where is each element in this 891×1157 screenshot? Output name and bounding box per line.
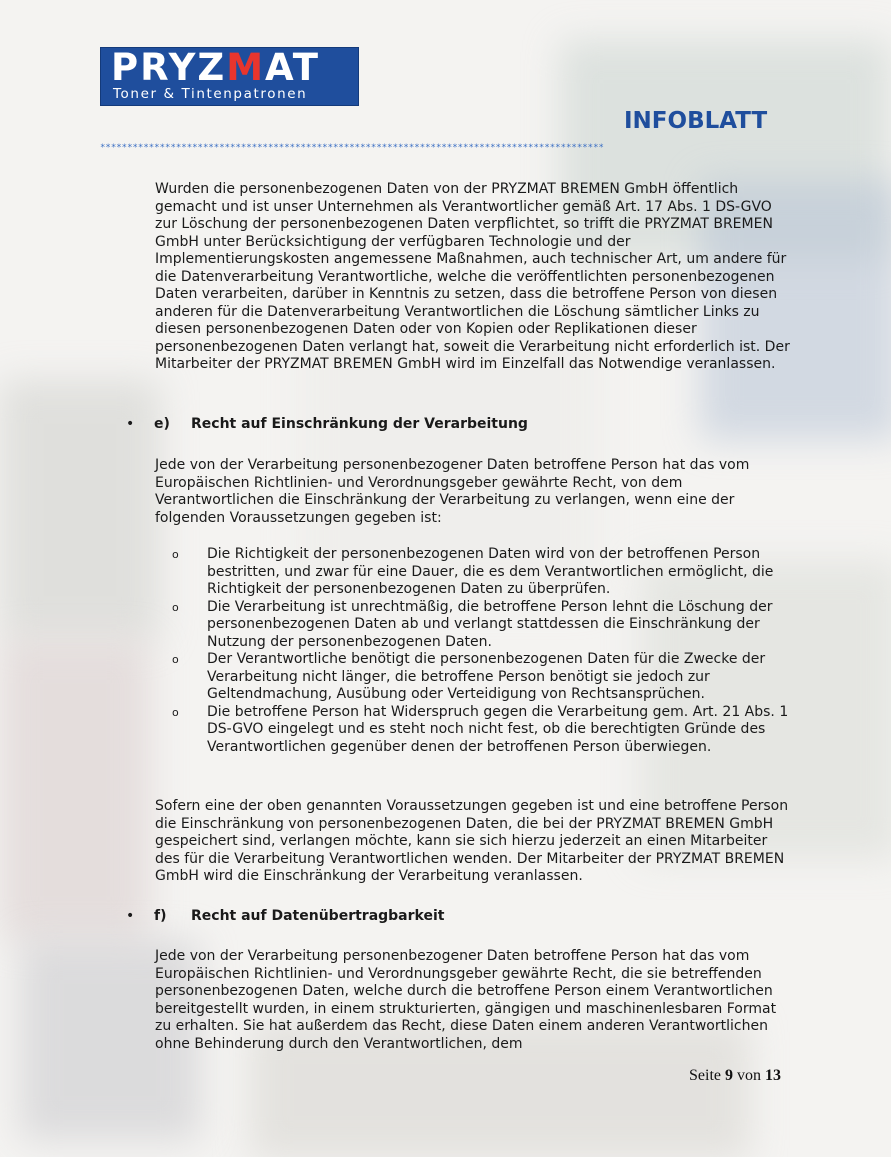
- document-title: INFOBLATT: [624, 108, 768, 134]
- paragraph-erasure-publication: Wurden die personenbezogenen Daten von der PRYZMAT BREMEN GmbH öffentlich gemacht und ist unser Unternehmen als Verantwortlicher gemäß Art. 17 Abs. 1 DS-GVO zur Löschung der personenbezogenen Daten verpflichtet, so trifft die PRYZMAT BREMEN GmbH unter Berücksichtigung der verfügbaren Technologie und der Implementierungskosten angemessene Maßnahmen, auch technischer Art, um andere für die Datenverarbeitung Verantwortliche, welche die veröffentlichten personenbezogenen Daten verarbeiten, darüber in Kenntnis zu setzen, dass die betroffene Person von diesen anderen für die Datenverarbeitung Verantwortlichen die Löschung sämtlicher Links zu diesen personenbezogenen Daten oder von Kopien oder Replikationen dieser personenbezogenen Daten verlangt hat, soweit die Verarbeitung nicht erforderlich ist. Der Mitarbeiter der PRYZMAT BREMEN GmbH wird im Einzelfall das Notwendige veranlassen.: [155, 181, 790, 372]
- paragraph-restriction-request: Sofern eine der oben genannten Voraussetzungen gegeben ist und eine betroffene Person die Einschränkung von personenbezogenen Daten, die bei der PRYZMAT BREMEN GmbH gespeichert sind, verlangen möchte, kann sie sich hierzu jederzeit an einen Mitarbeiter des für die Verarbeitung Verantwortlichen wenden. Der Mitarbeiter der PRYZMAT BREMEN GmbH wird die Einschränkung der Verarbeitung veranlassen.: [155, 798, 789, 884]
- section-title: Recht auf Einschränkung der Verarbeitung: [191, 416, 528, 432]
- list-item: o Die betroffene Person hat Widerspruch gegen die Verarbeitung gem. Art. 21 Abs. 1 DS-GVO eingelegt und es steht noch nicht fest, ob die berechtigten Gründe des Verantwortlichen gegenüber denen der betroffenen Person überwiegen.: [172, 703, 789, 755]
- page-number: Seite 9 von 13: [689, 1067, 781, 1084]
- section-letter: f): [154, 908, 167, 924]
- circle-bullet-icon: o: [172, 653, 179, 666]
- circle-bullet-icon: o: [172, 548, 179, 561]
- circle-bullet-icon: o: [172, 705, 179, 719]
- brand-logo: [100, 47, 359, 106]
- circle-bullet-icon: o: [172, 600, 179, 614]
- paragraph-data-portability: Jede von der Verarbeitung personenbezogener Daten betroffene Person hat das vom Europäischen Richtlinien- und Verordnungsgeber gewährte Recht, die sie betreffenden personenbezogenen Daten, welche durch die betroffene Person einem Verantwortlichen bereitgestellt wurden, in einem strukturierten, gängigen und maschinenlesbaren Format zu erhalten. Sie hat außerdem das Recht, diese Daten einem anderen Verantwortlichen ohne Behinderung durch den Verantwortlichen, dem: [155, 948, 777, 1052]
- section-letter: e): [154, 416, 170, 432]
- section-heading-f: [126, 908, 444, 925]
- logo-wordmark: PRYZMAT: [111, 46, 321, 89]
- section-title: Recht auf Datenübertragbarkeit: [191, 908, 445, 924]
- paragraph-restriction-intro: Jede von der Verarbeitung personenbezogener Daten betroffene Person hat das vom Europäischen Richtlinien- und Verordnungsgeber gewährte Recht, von dem Verantwortlichen die Einschränkung der Verarbeitung zu verlangen, wenn eine der folgenden Voraussetzungen gegeben ist:: [155, 457, 750, 526]
- list-item: o Die Richtigkeit der personenbezogenen Daten wird von der betroffenen Person bestritten, und zwar für eine Dauer, die es dem Verantwortlichen ermöglicht, die Richtigkeit der personenbezogenen Daten zu überprüfen.: [172, 546, 774, 597]
- header-divider: *********************************************************************************************: [100, 143, 604, 153]
- logo-subtitle: Toner & Tintenpatronen: [113, 86, 308, 102]
- restriction-conditions-list: [172, 546, 798, 756]
- list-item: o Der Verantwortliche benötigt die personenbezogenen Daten für die Zwecke der Verarbeitung nicht länger, die betroffene Person benötigt sie jedoch zur Geltendmachung, Ausübung oder Verteidigung von Rechtsansprüchen.: [172, 651, 766, 702]
- bullet-icon: •: [126, 908, 135, 924]
- list-item: o Die Verarbeitung ist unrechtmäßig, die betroffene Person lehnt die Löschung der personenbezogenen Daten ab und verlangt stattdessen die Einschränkung der Nutzung der personenbezogenen Daten.: [172, 598, 773, 650]
- section-heading-e: [126, 416, 528, 433]
- bullet-icon: •: [126, 416, 135, 432]
